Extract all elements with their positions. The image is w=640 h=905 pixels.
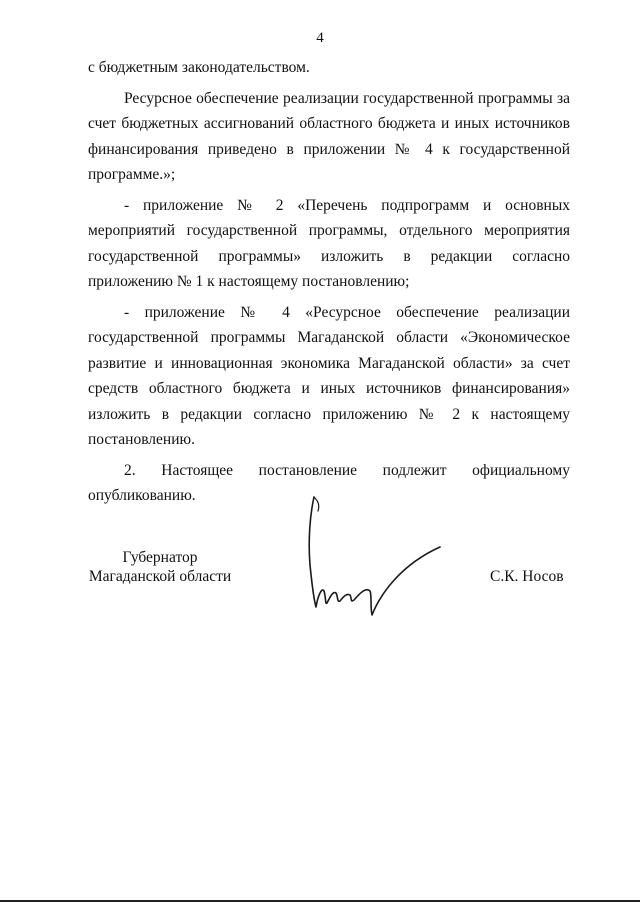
document-body xyxy=(88,55,570,509)
signatory-title-line-2: Магаданской области xyxy=(88,568,232,585)
signatory-title xyxy=(88,548,232,586)
paragraph-continuation: с бюджетным законодательством. xyxy=(88,59,310,76)
handwritten-signature xyxy=(300,495,445,625)
page-number: 4 xyxy=(316,30,324,46)
signatory-title-line-1: Губернатор xyxy=(122,549,198,566)
bottom-edge-line xyxy=(0,900,640,902)
paragraph-appendix-4: - приложение № 4 «Ресурсное обеспечение реализации государственной программы Магаданской области «Экономическое развитие и инновационная экономика Магаданской области» за счет средств областного бюджета и иных источников финансирования» изложить в редакции согласно приложению № 2 к настоящему постановлению. xyxy=(88,303,570,448)
paragraph-appendix-2: - приложение № 2 «Перечень подпрограмм и основных мероприятий государственной программы, отдельного мероприятия государственной программы» изложить в редакции согласно приложению № 1 к настоящему постановлению; xyxy=(88,196,570,290)
paragraph-publication: 2. Настоящее постановление подлежит официальному опубликованию. xyxy=(88,461,570,504)
signatory-name: С.К. Носов xyxy=(490,568,564,585)
paragraph-resource-provision: Ресурсное обеспечение реализации государственной программы за счет бюджетных ассигнований областного бюджета и иных источников финансирования приведено в приложении № 4 к государственной программе.»; xyxy=(88,89,570,183)
